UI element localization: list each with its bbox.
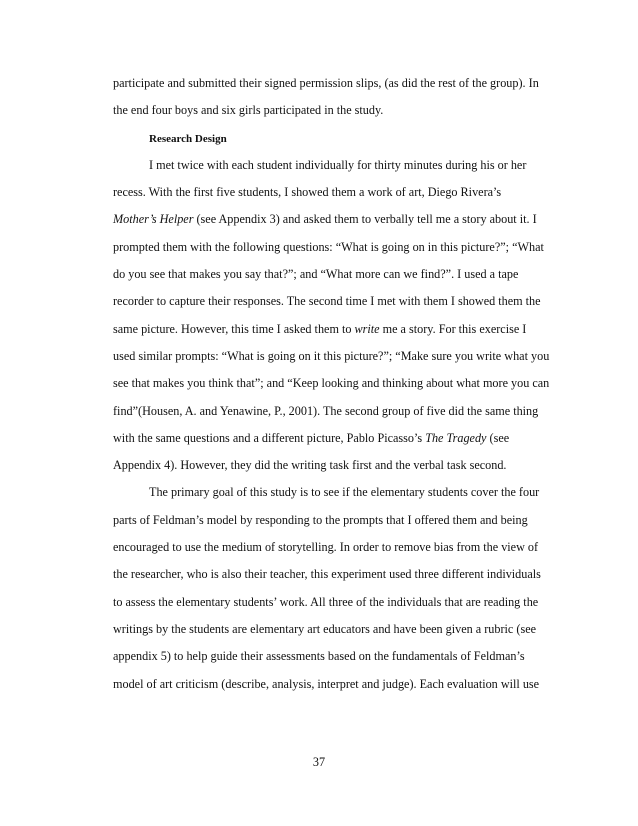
text-fragment: me a story. For this exercise I <box>379 321 527 336</box>
text-line: participate and submitted their signed permission slips, (as did the rest of the group). In <box>113 76 539 90</box>
artwork-title: Mother’s Helper <box>113 212 194 227</box>
artwork-title: The Tragedy <box>425 430 487 445</box>
text-line: model of art criticism (describe, analysis, interpret and judge). Each evaluation will use <box>113 676 540 691</box>
text-line: recorder to capture their responses. The second time I met with them I showed them the <box>113 294 541 309</box>
text-line: used similar prompts: “What is going on it this picture?”; “Make sure you write what you <box>113 348 550 363</box>
text-line <box>113 425 553 452</box>
text-line: I met twice with each student individually for thirty minutes during his or her <box>149 157 527 172</box>
text-line: see that makes you think that”; and “Keep looking and thinking about what more you can <box>113 376 550 391</box>
text-fragment: with the same questions and a different picture, Pablo Picasso’s <box>113 430 426 445</box>
text-line: the end four boys and six girls participated in the study. <box>113 103 384 118</box>
text-line: The primary goal of this study is to see if the elementary students cover the four <box>149 485 540 500</box>
page-number: 37 <box>312 755 326 769</box>
section-heading-row <box>113 125 553 152</box>
text-fragment: (see <box>486 430 510 445</box>
body-text <box>113 70 553 698</box>
text-line: do you see that makes you say that?”; and “What more can we find?”. I used a tape <box>113 267 519 282</box>
text-line <box>113 316 553 343</box>
text-line: find”(Housen, A. and Yenawine, P., 2001). The second group of five did the same thing <box>113 403 539 418</box>
text-line: to assess the elementary students’ work. All three of the individuals that are reading the <box>113 594 539 609</box>
text-fragment: same picture. However, this time I asked them to <box>113 321 355 336</box>
text-line: encouraged to use the medium of storytelling. In order to remove bias from the view of <box>113 540 539 555</box>
text-line: appendix 5) to help guide their assessments based on the fundamentals of Feldman’s <box>113 649 525 664</box>
text-line: prompted them with the following questions: “What is going on in this picture?”; “What <box>113 239 544 254</box>
emphasis-word: write <box>354 321 380 336</box>
text-line: parts of Feldman’s model by responding to the prompts that I offered them and being <box>113 512 528 527</box>
text-line: recess. With the first five students, I showed them a work of art, Diego Rivera’s <box>113 185 502 200</box>
text-line: writings by the students are elementary art educators and have been given a rubric (see <box>113 621 537 636</box>
text-fragment: (see Appendix 3) and asked them to verbally tell me a story about it. I <box>193 212 537 227</box>
text-line: Appendix 4). However, they did the writing task first and the verbal task second. <box>113 458 507 473</box>
text-line: the researcher, who is also their teacher, this experiment used three different individuals <box>113 567 541 582</box>
section-heading: Research Design <box>149 132 227 145</box>
text-line <box>113 206 553 233</box>
